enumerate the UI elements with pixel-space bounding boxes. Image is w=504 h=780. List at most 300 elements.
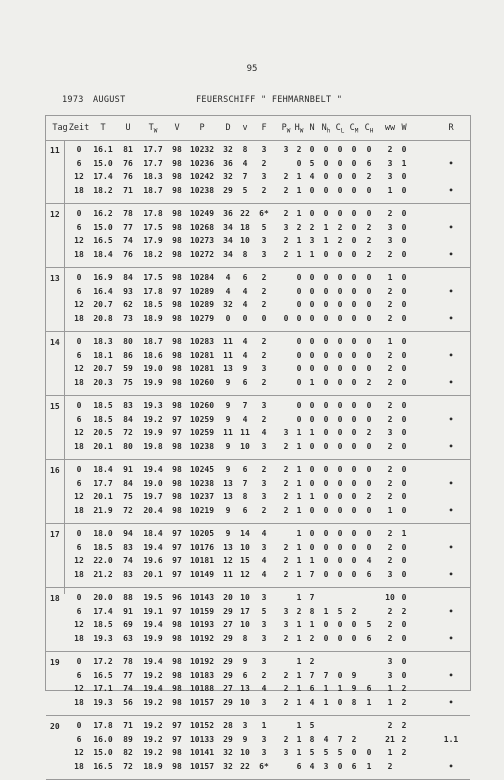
cell-nh: 0 <box>323 428 329 437</box>
header-w <box>401 123 406 133</box>
cell-vv: 7 <box>242 478 248 488</box>
cell-d: 13 <box>223 542 233 552</box>
cell-w: 2 <box>401 748 407 757</box>
cell-t: 16.9 <box>93 273 113 282</box>
cell-t: 18.4 <box>93 249 113 259</box>
cell-hw: 1 <box>296 734 302 744</box>
cell-hw: 1 <box>296 172 302 181</box>
cell-ch: 2 <box>366 172 372 181</box>
cell-n: 1 <box>309 492 315 501</box>
cell-cm: 0 <box>351 337 357 346</box>
cell-cl: 0 <box>337 505 343 515</box>
cell-r: • <box>448 441 454 451</box>
cell-cm: 0 <box>351 313 357 323</box>
cell-zeit: 6 <box>76 158 82 168</box>
cell-f: 2 <box>261 350 267 360</box>
cell-r: • <box>448 505 454 515</box>
cell-tw: 19.1 <box>143 606 163 616</box>
cell-hw: 0 <box>296 300 302 309</box>
cell-ww: 3 <box>387 569 393 579</box>
cell-pw: 2 <box>283 185 289 195</box>
cell-cm: 0 <box>351 172 357 181</box>
day-block <box>46 332 470 396</box>
cell-w: 0 <box>401 593 407 602</box>
cell-tw: 18.2 <box>143 249 163 259</box>
table-row <box>46 145 470 158</box>
cell-d: 0 <box>225 313 231 323</box>
cell-ww: 3 <box>387 428 393 437</box>
cell-pw: 3 <box>283 222 289 232</box>
cell-vv: 8 <box>242 492 248 501</box>
cell-v: 98 <box>172 478 182 488</box>
cell-tw: 18.5 <box>143 300 163 309</box>
cell-p: 10260 <box>189 401 215 410</box>
cell-n: 0 <box>309 542 315 552</box>
header-cm-subscript: M <box>354 127 359 135</box>
cell-w: 0 <box>401 222 407 232</box>
cell-zeit: 6 <box>76 222 82 232</box>
table-row <box>46 698 470 711</box>
cell-cl: 0 <box>337 633 343 643</box>
cell-cm: 0 <box>351 158 357 168</box>
cell-ch: 0 <box>366 441 372 451</box>
cell-w: 2 <box>401 684 407 693</box>
cell-n: 0 <box>309 350 315 360</box>
cell-ww: 2 <box>387 761 393 771</box>
table-row <box>46 543 470 556</box>
cell-w: 0 <box>401 313 407 323</box>
cell-u: 69 <box>123 620 133 629</box>
cell-t: 19.3 <box>93 633 113 643</box>
cell-w: 0 <box>401 569 407 579</box>
table-row <box>46 186 470 199</box>
cell-w: 0 <box>401 145 407 154</box>
cell-nh: 0 <box>323 556 329 565</box>
cell-t: 19.3 <box>93 697 113 707</box>
cell-vv: 22 <box>240 209 250 218</box>
cell-cl: 2 <box>337 222 343 232</box>
cell-hw: 0 <box>296 158 302 168</box>
cell-w: 0 <box>401 465 407 474</box>
header-u <box>125 123 130 133</box>
cell-nh: 5 <box>323 748 329 757</box>
cell-d: 36 <box>223 209 233 218</box>
header-n <box>309 123 314 133</box>
table-row <box>46 236 470 249</box>
cell-vv: 4 <box>242 414 248 424</box>
cell-w: 0 <box>401 657 407 666</box>
cell-w: 0 <box>401 633 407 643</box>
cell-cm: 0 <box>351 401 357 410</box>
cell-ch: 5 <box>366 620 372 629</box>
cell-zeit: 6 <box>76 606 82 616</box>
cell-nh: 0 <box>323 313 329 323</box>
cell-tw: 19.9 <box>143 428 163 437</box>
day-label: 13 <box>50 274 60 283</box>
cell-f: 3 <box>261 145 267 154</box>
cell-t: 15.0 <box>93 222 113 232</box>
header-r <box>448 123 453 133</box>
cell-cl: 0 <box>337 569 343 579</box>
cell-hw: 0 <box>296 377 302 387</box>
cell-hw: 1 <box>296 249 302 259</box>
cell-zeit: 0 <box>76 529 82 538</box>
cell-p: 10281 <box>189 364 215 373</box>
cell-pw: 3 <box>283 620 289 629</box>
cell-ww: 2 <box>387 529 393 538</box>
cell-hw: 1 <box>296 236 302 245</box>
cell-u: 91 <box>123 465 133 474</box>
cell-v: 98 <box>172 337 182 346</box>
cell-pw: 2 <box>283 209 289 218</box>
cell-f: 3 <box>261 633 267 643</box>
cell-n: 0 <box>309 209 315 218</box>
cell-u: 83 <box>123 542 133 552</box>
cell-t: 20.0 <box>93 593 113 602</box>
cell-ch: 0 <box>366 414 372 424</box>
cell-cm: 0 <box>351 441 357 451</box>
cell-ch: 0 <box>366 529 372 538</box>
cell-d: 9 <box>225 529 231 538</box>
cell-cm: 0 <box>351 236 357 245</box>
cell-n: 7 <box>309 670 315 680</box>
page-number: 95 <box>246 64 258 74</box>
cell-u: 56 <box>123 697 133 707</box>
cell-pw: 2 <box>283 569 289 579</box>
day-label: 18 <box>50 594 60 603</box>
cell-cl: 0 <box>337 620 343 629</box>
cell-n: 1 <box>309 556 315 565</box>
cell-n: 6 <box>309 684 315 693</box>
cell-t: 20.5 <box>93 428 113 437</box>
cell-vv: 0 <box>242 313 248 323</box>
cell-hw: 0 <box>296 286 302 296</box>
cell-ch: 2 <box>366 249 372 259</box>
cell-cl: 0 <box>337 286 343 296</box>
table-row <box>46 479 470 492</box>
cell-ch: 0 <box>366 273 372 282</box>
cell-ww: 2 <box>387 364 393 373</box>
cell-f: 3 <box>261 734 267 744</box>
cell-cm: 0 <box>351 300 357 309</box>
cell-hw: 1 <box>296 505 302 515</box>
table-row <box>46 529 470 542</box>
cell-u: 71 <box>123 721 133 730</box>
cell-t: 18.2 <box>93 185 113 195</box>
cell-t: 20.7 <box>93 300 113 309</box>
cell-ww: 3 <box>387 222 393 232</box>
cell-cm: 0 <box>351 529 357 538</box>
cell-n: 8 <box>309 606 315 616</box>
cell-v: 97 <box>172 569 182 579</box>
cell-f: 3 <box>261 172 267 181</box>
cell-hw: 1 <box>296 569 302 579</box>
cell-v: 97 <box>172 428 182 437</box>
cell-tw: 19.2 <box>143 721 163 730</box>
cell-ch: 0 <box>366 505 372 515</box>
table-row <box>46 273 470 286</box>
cell-ch: 6 <box>366 633 372 643</box>
cell-f: 3 <box>261 542 267 552</box>
cell-f: 0 <box>261 313 267 323</box>
cell-p: 10259 <box>189 428 215 437</box>
cell-t: 20.1 <box>93 441 113 451</box>
cell-n: 7 <box>309 569 315 579</box>
cell-t: 17.2 <box>93 657 113 666</box>
cell-d: 9 <box>225 505 231 515</box>
cell-vv: 11 <box>240 428 250 437</box>
cell-zeit: 18 <box>74 313 84 323</box>
cell-r: • <box>448 222 454 232</box>
cell-tw: 17.5 <box>143 273 163 282</box>
cell-vv: 10 <box>240 542 250 552</box>
cell-hw: 2 <box>296 145 302 154</box>
cell-ch: 0 <box>366 313 372 323</box>
cell-v: 98 <box>172 465 182 474</box>
cell-vv: 4 <box>242 300 248 309</box>
cell-ww: 2 <box>387 542 393 552</box>
cell-hw: 0 <box>296 364 302 373</box>
cell-tw: 17.7 <box>143 158 163 168</box>
cell-tw: 19.4 <box>143 465 163 474</box>
cell-f: 2 <box>261 377 267 387</box>
cell-f: 2 <box>261 185 267 195</box>
cell-cl: 0 <box>337 172 343 181</box>
cell-tw: 19.8 <box>143 441 163 451</box>
cell-p: 10272 <box>189 249 215 259</box>
cell-v: 97 <box>172 556 182 565</box>
cell-hw: 1 <box>296 684 302 693</box>
cell-p: 10245 <box>189 465 215 474</box>
cell-d: 32 <box>223 300 233 309</box>
header-hw-subscript: W <box>299 127 304 135</box>
cell-w: 0 <box>401 620 407 629</box>
cell-f: 3 <box>261 697 267 707</box>
cell-ww: 2 <box>387 401 393 410</box>
cell-cl: 1 <box>337 684 343 693</box>
cell-zeit: 0 <box>76 657 82 666</box>
cell-nh: 1 <box>323 684 329 693</box>
cell-nh: 0 <box>323 633 329 643</box>
cell-pw: 2 <box>283 684 289 693</box>
cell-p: 10219 <box>189 505 215 515</box>
cell-w: 0 <box>401 556 407 565</box>
cell-p: 10152 <box>189 721 215 730</box>
cell-n: 3 <box>309 236 315 245</box>
header-r-text: R <box>448 123 454 133</box>
cell-n: 1 <box>309 620 315 629</box>
cell-cm: 0 <box>351 556 357 565</box>
table-row <box>46 506 470 519</box>
cell-t: 21.9 <box>93 505 113 515</box>
cell-u: 59 <box>123 364 133 373</box>
cell-t: 16.5 <box>93 761 113 771</box>
table-row <box>46 172 470 185</box>
cell-pw: 0 <box>283 313 289 323</box>
cell-v: 98 <box>172 620 182 629</box>
day-label: 11 <box>50 146 60 155</box>
cell-cl: 0 <box>337 761 343 771</box>
cell-tw: 20.4 <box>143 505 163 515</box>
cell-tw: 18.9 <box>143 761 163 771</box>
day-label: 20 <box>50 722 60 731</box>
cell-hw: 1 <box>296 209 302 218</box>
table-row <box>46 415 470 428</box>
cell-t: 16.5 <box>93 236 113 245</box>
cell-w: 0 <box>401 236 407 245</box>
cell-t: 17.4 <box>93 172 113 181</box>
cell-u: 77 <box>123 222 133 232</box>
cell-d: 12 <box>223 556 233 565</box>
cell-nh: 0 <box>323 158 329 168</box>
cell-ww: 2 <box>387 556 393 565</box>
day-label: 15 <box>50 402 60 411</box>
cell-hw: 1 <box>296 657 302 666</box>
cell-vv: 4 <box>242 337 248 346</box>
cell-ww: 3 <box>387 670 393 680</box>
cell-f: 2 <box>261 337 267 346</box>
cell-v: 98 <box>172 505 182 515</box>
header-cl <box>336 123 345 135</box>
cell-ch: 6 <box>366 684 372 693</box>
cell-ch: 2 <box>366 492 372 501</box>
cell-p: 10279 <box>189 313 215 323</box>
cell-tw: 18.9 <box>143 313 163 323</box>
cell-d: 34 <box>223 236 233 245</box>
cell-cl: 0 <box>337 670 343 680</box>
cell-ww: 2 <box>387 606 393 616</box>
cell-u: 86 <box>123 350 133 360</box>
cell-d: 29 <box>223 633 233 643</box>
table-row <box>46 364 470 377</box>
header-pw <box>282 123 291 135</box>
header-v-text: V <box>174 123 180 133</box>
cell-cm: 0 <box>351 414 357 424</box>
table-row <box>46 209 470 222</box>
cell-tw: 18.7 <box>143 337 163 346</box>
cell-cl: 0 <box>337 556 343 565</box>
cell-tw: 19.0 <box>143 364 163 373</box>
cell-cm: 0 <box>351 377 357 387</box>
table-row <box>46 401 470 414</box>
cell-zeit: 12 <box>74 428 84 437</box>
cell-d: 29 <box>223 657 233 666</box>
cell-cm: 2 <box>351 734 357 744</box>
cell-t: 16.5 <box>93 670 113 680</box>
header-vv <box>242 123 247 133</box>
cell-tw: 18.4 <box>143 529 163 538</box>
cell-vv: 10 <box>240 236 250 245</box>
cell-r: • <box>448 670 454 680</box>
day-block <box>46 140 470 204</box>
cell-u: 88 <box>123 593 133 602</box>
cell-r: • <box>448 313 454 323</box>
cell-w: 0 <box>401 286 407 296</box>
cell-zeit: 0 <box>76 337 82 346</box>
cell-hw: 1 <box>296 556 302 565</box>
cell-d: 4 <box>225 286 231 296</box>
cell-zeit: 6 <box>76 734 82 744</box>
cell-n: 0 <box>309 441 315 451</box>
cell-f: 4 <box>261 529 267 538</box>
cell-hw: 1 <box>296 542 302 552</box>
cell-v: 97 <box>172 529 182 538</box>
day-label: 16 <box>50 466 60 475</box>
day-block <box>46 524 470 588</box>
cell-pw: 3 <box>283 606 289 616</box>
cell-cl: 0 <box>337 428 343 437</box>
cell-cl: 0 <box>337 273 343 282</box>
cell-tw: 19.2 <box>143 697 163 707</box>
cell-v: 97 <box>172 606 182 616</box>
header-d-text: D <box>225 123 231 133</box>
cell-n: 2 <box>309 657 315 666</box>
cell-n: 8 <box>309 734 315 744</box>
day-block <box>46 588 470 652</box>
cell-cm: 0 <box>351 620 357 629</box>
header-tw-subscript: W <box>153 127 158 135</box>
cell-cl: 0 <box>337 313 343 323</box>
cell-d: 9 <box>225 377 231 387</box>
cell-p: 10281 <box>189 350 215 360</box>
cell-pw: 2 <box>283 556 289 565</box>
cell-p: 10192 <box>189 633 215 643</box>
cell-n: 0 <box>309 465 315 474</box>
cell-hw: 0 <box>296 337 302 346</box>
cell-d: 9 <box>225 414 231 424</box>
cell-f: 2 <box>261 158 267 168</box>
cell-t: 20.1 <box>93 492 113 501</box>
cell-zeit: 6 <box>76 414 82 424</box>
cell-u: 80 <box>123 337 133 346</box>
cell-w: 0 <box>401 441 407 451</box>
cell-ch: 0 <box>366 185 372 195</box>
cell-zeit: 0 <box>76 209 82 218</box>
table-row <box>46 684 470 697</box>
table-row <box>46 428 470 441</box>
cell-p: 10193 <box>189 620 215 629</box>
cell-p: 10249 <box>189 209 215 218</box>
table-row <box>46 250 470 263</box>
cell-nh: 0 <box>323 300 329 309</box>
cell-zeit: 0 <box>76 145 82 154</box>
cell-f: 5 <box>261 222 267 232</box>
header-d <box>225 123 230 133</box>
cell-nh: 4 <box>323 734 329 744</box>
header-n-text: N <box>309 123 315 133</box>
table-row <box>46 378 470 391</box>
cell-w: 0 <box>401 670 407 680</box>
cell-tw: 17.8 <box>143 286 163 296</box>
cell-d: 20 <box>223 593 233 602</box>
cell-f: 1 <box>261 721 267 730</box>
cell-r: • <box>448 286 454 296</box>
cell-d: 32 <box>223 748 233 757</box>
cell-v: 98 <box>172 633 182 643</box>
cell-u: 72 <box>123 505 133 515</box>
cell-u: 63 <box>123 633 133 643</box>
cell-vv: 6 <box>242 465 248 474</box>
cell-r: • <box>448 606 454 616</box>
cell-u: 80 <box>123 441 133 451</box>
cell-w: 0 <box>401 249 407 259</box>
cell-cl: 0 <box>337 414 343 424</box>
cell-cm: 0 <box>351 428 357 437</box>
cell-zeit: 12 <box>74 556 84 565</box>
table-row <box>46 735 470 748</box>
cell-pw: 2 <box>283 492 289 501</box>
cell-cm: 6 <box>351 761 357 771</box>
